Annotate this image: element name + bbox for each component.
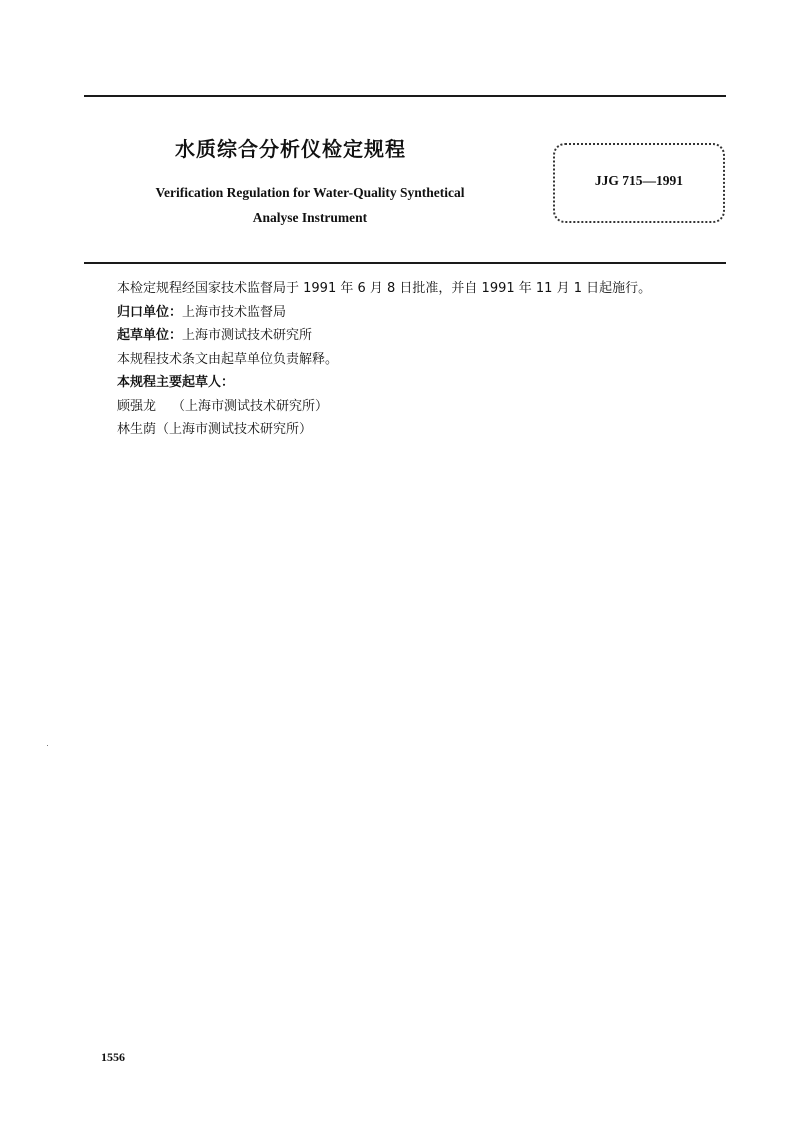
main-drafters-label: 本规程主要起草人： — [117, 375, 235, 390]
drafter-1 — [117, 395, 737, 419]
title-english-line1: Verification Regulation for Water-Quality Synthetical — [155, 185, 465, 200]
drafter-1-name: 顾强龙 — [117, 398, 157, 414]
title-english — [126, 180, 494, 230]
drafting-unit-line — [117, 324, 737, 348]
bottom-rule — [84, 262, 726, 264]
drafting-unit-label: 起草单位： — [117, 328, 183, 343]
interpretation-statement: 本规程技术条文由起草单位负责解释。 — [117, 351, 339, 367]
title-chinese: 水质综合分析仪检定规程 — [175, 137, 406, 161]
drafter-2 — [117, 418, 737, 442]
scan-speck — [47, 745, 48, 746]
page-number: 1556 — [101, 1050, 125, 1064]
title-english-line2: Analyse Instrument — [252, 210, 368, 225]
responsible-dept-label: 归口单位： — [117, 304, 183, 320]
drafter-2-name: 林生荫 — [117, 422, 157, 437]
approval-statement: 本检定规程经国家技术监督局于 1991 年 6 月 8 日批准，并自 1991 年 11 月 1 日起施行。 — [117, 281, 652, 296]
responsible-dept-value: 上海市技术监督局 — [182, 304, 287, 320]
drafting-unit-value: 上海市测试技术研究所 — [182, 328, 313, 343]
approval-section — [117, 277, 737, 442]
top-rule — [84, 95, 726, 97]
standard-code-box — [553, 143, 725, 223]
drafter-2-org: （上海市测试技术研究所） — [156, 422, 313, 437]
standard-code: JJG 715—1991 — [594, 173, 684, 188]
responsible-dept-line — [117, 301, 737, 325]
drafter-1-org: （上海市测试技术研究所） — [172, 398, 329, 414]
